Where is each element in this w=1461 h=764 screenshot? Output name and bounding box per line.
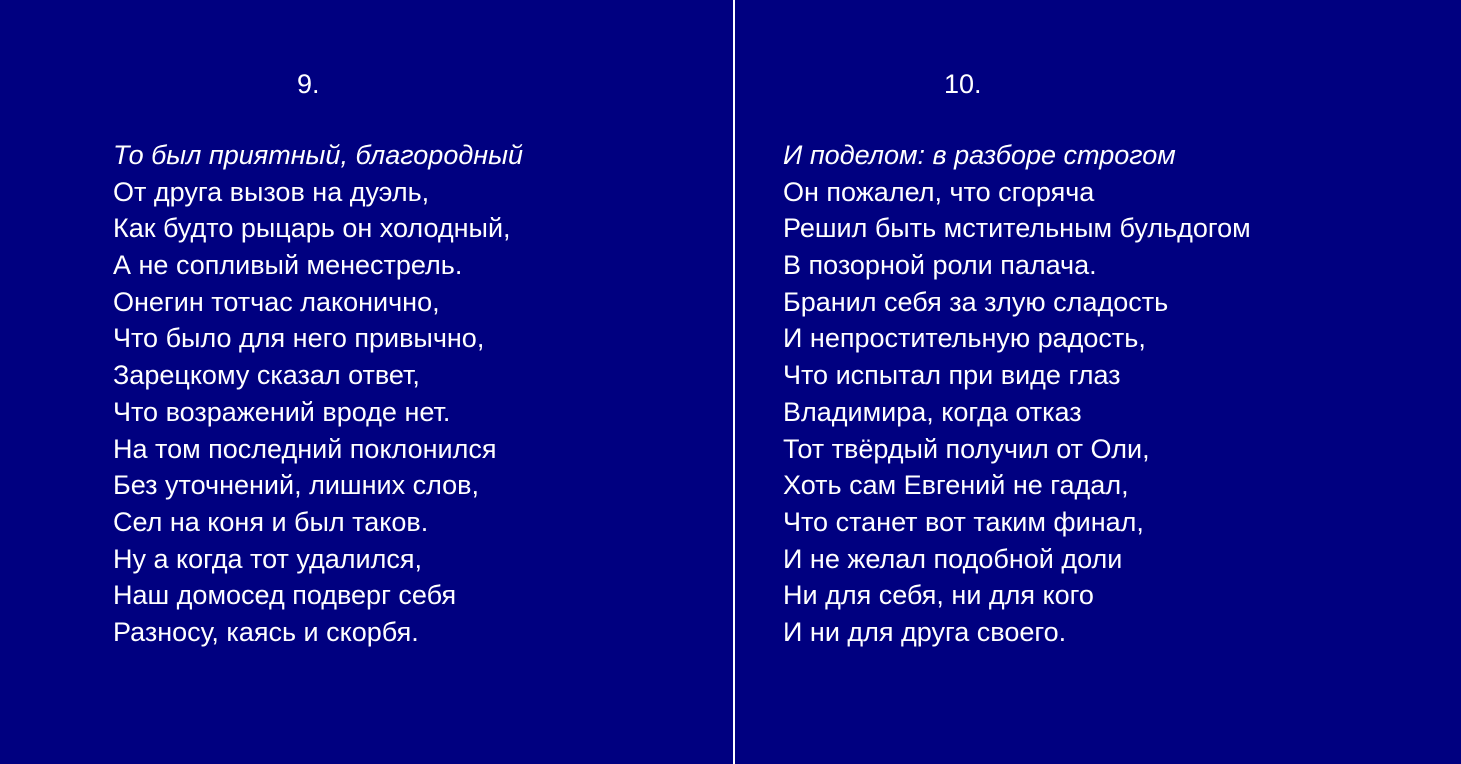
stanza-10-text xyxy=(783,137,1251,651)
verse-line: Решил быть мстительным бульдогом xyxy=(783,213,1251,244)
verse-line: Без уточнений, лишних слов, xyxy=(113,470,479,501)
stanza-number: 10. xyxy=(944,69,982,99)
verse-line: И не желал подобной доли xyxy=(783,543,1123,574)
verse-line: Как будто рыцарь он холодный, xyxy=(113,213,511,244)
verse-line: Тот твёрдый получил от Оли, xyxy=(783,433,1150,464)
verse-line: Он пожалел, что сгоряча xyxy=(783,176,1095,207)
verse-line: Что станет вот таким финал, xyxy=(783,506,1144,537)
verse-line: Хоть сам Евгений не гадал, xyxy=(783,470,1129,501)
verse-line: И ни для друга своего. xyxy=(783,616,1067,647)
verse-line: Ни для себя, ни для кого xyxy=(783,580,1094,611)
stanza-number: 9. xyxy=(297,69,320,99)
verse-line: Ну а когда тот удалился, xyxy=(113,543,422,574)
verse-line: То был приятный, благородный xyxy=(113,140,524,170)
verse-line: В позорной роли палача. xyxy=(783,250,1097,281)
stanza-10-column xyxy=(735,0,1461,764)
verse-line: Зарецкому сказал ответ, xyxy=(113,360,420,391)
verse-line: Что было для него привычно, xyxy=(113,323,485,354)
verse-line: Что испытал при виде глаз xyxy=(783,360,1121,391)
verse-line: Разносу, каясь и скорбя. xyxy=(113,616,419,647)
verse-line: Бранил себя за злую сладость xyxy=(783,286,1169,317)
verse-line: Что возражений вроде нет. xyxy=(113,396,451,427)
verse-line: Сел на коня и был таков. xyxy=(113,506,429,537)
verse-line: Наш домосед подверг себя xyxy=(113,580,457,611)
verse-line: И непростительную радость, xyxy=(783,323,1146,354)
verse-line: На том последний поклонился xyxy=(113,433,497,464)
stanza-9-text xyxy=(113,137,523,651)
verse-line: А не сопливый менестрель. xyxy=(113,250,463,281)
verse-line: Владимира, когда отказ xyxy=(783,396,1082,427)
verse-line: Онегин тотчас лаконично, xyxy=(113,286,440,317)
verse-line: От друга вызов на дуэль, xyxy=(113,176,430,207)
verse-line: И поделом: в разборе строгом xyxy=(783,140,1176,170)
